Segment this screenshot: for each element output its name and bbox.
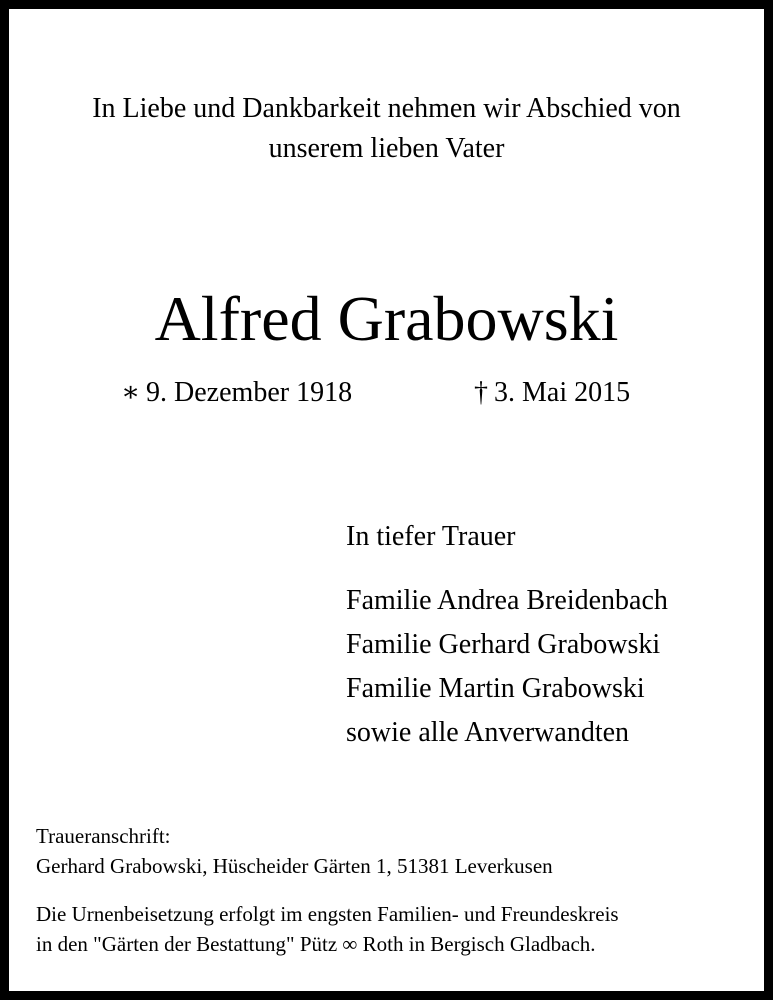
- death-cross-icon: †: [474, 377, 488, 408]
- burial-info: [36, 899, 619, 959]
- mourner-item: Familie Martin Grabowski: [346, 673, 645, 704]
- address-label: Traueranschrift:: [36, 824, 171, 848]
- intro-line-1: In Liebe und Dankbarkeit nehmen wir Abschied von: [92, 93, 681, 124]
- mourner-list: [346, 579, 668, 755]
- birth-date-line: [121, 373, 352, 413]
- mourning-address: [36, 821, 553, 881]
- address-value: Gerhard Grabowski, Hüscheider Gärten 1, 51381 Leverkusen: [36, 854, 553, 878]
- mourner-item: Familie Andrea Breidenbach: [346, 585, 668, 616]
- intro-text: [9, 89, 764, 169]
- mourner-item: Familie Gerhard Grabowski: [346, 629, 661, 660]
- mourning-heading: In tiefer Trauer: [346, 521, 516, 552]
- deceased-name: Alfred Grabowski: [154, 283, 619, 354]
- birth-date: 9. Dezember 1918: [146, 377, 353, 408]
- burial-line-2: in den "Gärten der Bestattung" Pütz ∞ Roth in Bergisch Gladbach.: [36, 932, 596, 956]
- death-date: 3. Mai 2015: [494, 377, 631, 408]
- death-date-line: [474, 373, 630, 413]
- burial-line-1: Die Urnenbeisetzung erfolgt im engsten Familien- und Freundeskreis: [36, 902, 619, 926]
- birth-star-icon: ∗: [121, 377, 141, 408]
- mourner-item: sowie alle Anverwandten: [346, 717, 630, 748]
- intro-line-2: unserem lieben Vater: [268, 133, 505, 164]
